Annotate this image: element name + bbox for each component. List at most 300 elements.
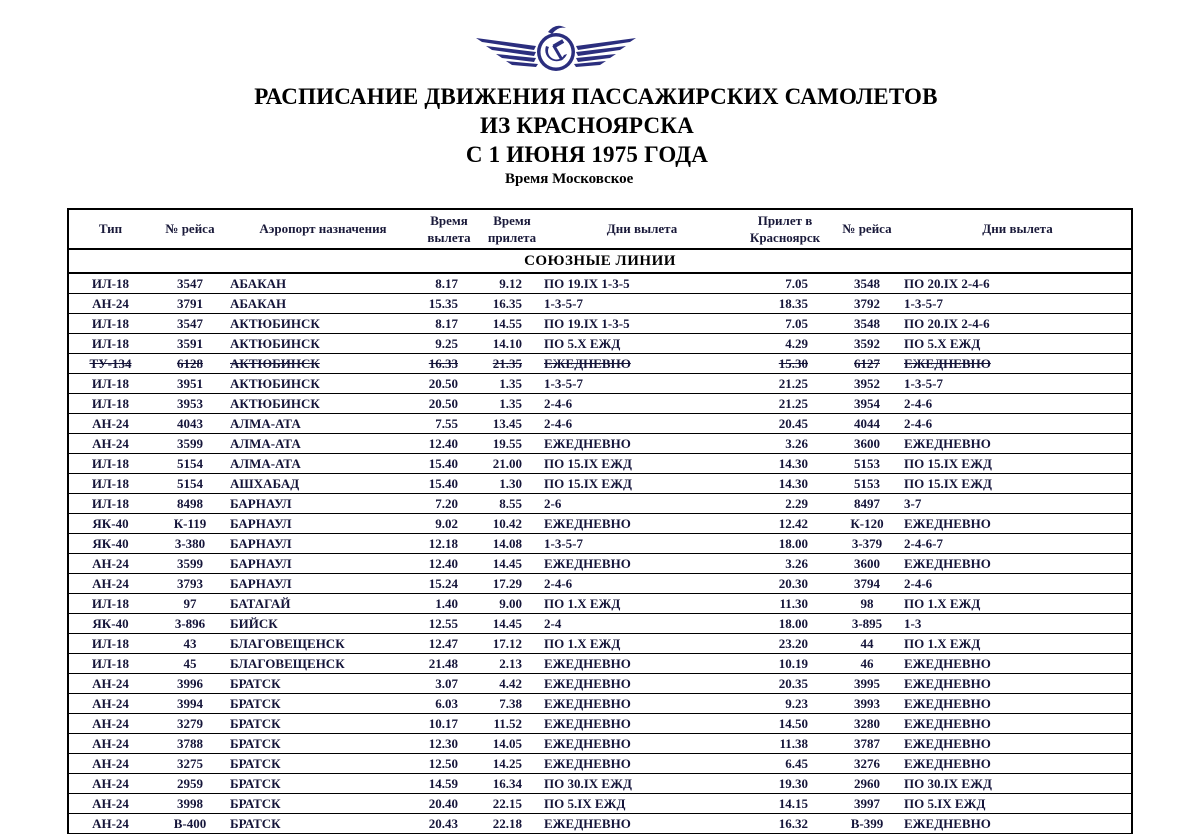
destination-cell: БРАТСК [228, 794, 418, 814]
arrival-time-cell: 9.12 [480, 273, 544, 294]
schedule-title-line-2: ИЗ КРАСНОЯРСКА [480, 113, 694, 138]
return-days-cell: ЕЖЕДНЕВНО [904, 754, 1132, 774]
return-days-cell: 2-4-6 [904, 394, 1132, 414]
departure-time-cell: 12.55 [418, 614, 480, 634]
aircraft-type-cell: АН-24 [68, 554, 152, 574]
arrival-krasnoyarsk-cell: 6.45 [740, 754, 830, 774]
return-days-cell: ПО 30.IX ЕЖД [904, 774, 1132, 794]
aircraft-type-cell: АН-24 [68, 294, 152, 314]
aircraft-type-cell: АН-24 [68, 694, 152, 714]
return-days-cell: ЕЖЕДНЕВНО [904, 734, 1132, 754]
arrival-krasnoyarsk-cell: 18.00 [740, 534, 830, 554]
header-departure-time-line1: Время [430, 213, 468, 228]
arrival-time-cell: 14.08 [480, 534, 544, 554]
arrival-time-cell: 13.45 [480, 414, 544, 434]
table-row [68, 514, 1132, 534]
arrival-time-cell: 14.45 [480, 614, 544, 634]
return-flight-number-cell: 3792 [830, 294, 904, 314]
section-title: СОЮЗНЫЕ ЛИНИИ [68, 249, 1132, 273]
arrival-krasnoyarsk-cell: 12.42 [740, 514, 830, 534]
arrival-time-cell: 14.10 [480, 334, 544, 354]
arrival-time-cell: 22.15 [480, 794, 544, 814]
arrival-time-cell: 16.35 [480, 294, 544, 314]
header-arrival-time-line2: прилета [487, 230, 537, 245]
return-flight-number-cell: 3276 [830, 754, 904, 774]
table-row [68, 334, 1132, 354]
table-row [68, 354, 1132, 374]
arrival-krasnoyarsk-cell: 16.32 [740, 814, 830, 834]
destination-cell: БЛАГОВЕЩЕНСК [228, 654, 418, 674]
header-flight-no: № рейса [152, 209, 228, 249]
departure-days-cell: ЕЖЕДНЕВНО [544, 814, 740, 834]
arrival-krasnoyarsk-cell: 11.30 [740, 594, 830, 614]
departure-time-cell: 20.50 [418, 374, 480, 394]
return-days-cell: ПО 5.X ЕЖД [904, 334, 1132, 354]
arrival-time-cell: 14.25 [480, 754, 544, 774]
return-days-cell: ЕЖЕДНЕВНО [904, 514, 1132, 534]
table-row [68, 314, 1132, 334]
departure-time-cell: 15.40 [418, 474, 480, 494]
departure-time-cell: 9.02 [418, 514, 480, 534]
return-days-cell: 1-3-5-7 [904, 294, 1132, 314]
table-row [68, 534, 1132, 554]
arrival-krasnoyarsk-cell: 3.26 [740, 434, 830, 454]
departure-time-cell: 7.55 [418, 414, 480, 434]
departure-days-cell: 2-4-6 [544, 394, 740, 414]
aircraft-type-cell: ИЛ-18 [68, 374, 152, 394]
arrival-krasnoyarsk-cell: 14.30 [740, 454, 830, 474]
arrival-krasnoyarsk-cell: 20.30 [740, 574, 830, 594]
aircraft-type-cell: АН-24 [68, 734, 152, 754]
return-days-cell: 1-3-5-7 [904, 374, 1132, 394]
destination-cell: БАРНАУЛ [228, 514, 418, 534]
return-flight-number-cell: 3600 [830, 554, 904, 574]
return-flight-number-cell: 3954 [830, 394, 904, 414]
table-row [68, 434, 1132, 454]
departure-time-cell: 14.59 [418, 774, 480, 794]
table-row [68, 273, 1132, 294]
departure-days-cell: 1-3-5-7 [544, 374, 740, 394]
table-row [68, 494, 1132, 514]
arrival-krasnoyarsk-cell: 23.20 [740, 634, 830, 654]
arrival-krasnoyarsk-cell: 14.50 [740, 714, 830, 734]
return-days-cell: ЕЖЕДНЕВНО [904, 674, 1132, 694]
return-days-cell: ПО 15.IX ЕЖД [904, 454, 1132, 474]
arrival-time-cell: 14.05 [480, 734, 544, 754]
destination-cell: АКТЮБИНСК [228, 334, 418, 354]
destination-cell: БРАТСК [228, 774, 418, 794]
return-days-cell: ЕЖЕДНЕВНО [904, 554, 1132, 574]
return-flight-number-cell: 3548 [830, 314, 904, 334]
return-flight-number-cell: 44 [830, 634, 904, 654]
destination-cell: АКТЮБИНСК [228, 394, 418, 414]
flight-number-cell: 3599 [152, 434, 228, 454]
return-days-cell: ЕЖЕДНЕВНО [904, 354, 1132, 374]
flight-number-cell: 3788 [152, 734, 228, 754]
time-zone-note: Время Московское [505, 171, 634, 187]
flight-number-cell: 2959 [152, 774, 228, 794]
schedule-title-line-1: РАСПИСАНИЕ ДВИЖЕНИЯ ПАССАЖИРСКИХ САМОЛЕТОВ [254, 84, 938, 109]
departure-days-cell: ПО 15.IX ЕЖД [544, 454, 740, 474]
arrival-time-cell: 21.35 [480, 354, 544, 374]
table-row [68, 654, 1132, 674]
flight-number-cell: В-400 [152, 814, 228, 834]
departure-time-cell: 12.47 [418, 634, 480, 654]
table-row [68, 474, 1132, 494]
flight-schedule-table [67, 208, 1133, 834]
departure-time-cell: 12.40 [418, 434, 480, 454]
flight-number-cell: 3599 [152, 554, 228, 574]
departure-time-cell: 8.17 [418, 314, 480, 334]
aircraft-type-cell: ИЛ-18 [68, 474, 152, 494]
return-days-cell: 1-3 [904, 614, 1132, 634]
table-row [68, 674, 1132, 694]
departure-time-cell: 12.30 [418, 734, 480, 754]
header-return-days: Дни вылета [904, 209, 1132, 249]
table-row [68, 574, 1132, 594]
flight-number-cell: К-119 [152, 514, 228, 534]
header-departure-time-line2: вылета [427, 230, 471, 245]
header-departure-days: Дни вылета [544, 209, 740, 249]
table-row [68, 694, 1132, 714]
aircraft-type-cell: ЯК-40 [68, 614, 152, 634]
arrival-krasnoyarsk-cell: 21.25 [740, 374, 830, 394]
arrival-time-cell: 10.42 [480, 514, 544, 534]
flight-number-cell: 3-896 [152, 614, 228, 634]
arrival-krasnoyarsk-cell: 3.26 [740, 554, 830, 574]
destination-cell: БРАТСК [228, 674, 418, 694]
return-days-cell: 2-4-6 [904, 414, 1132, 434]
destination-cell: БРАТСК [228, 714, 418, 734]
return-days-cell: ПО 20.IX 2-4-6 [904, 273, 1132, 294]
return-days-cell: ПО 15.IX ЕЖД [904, 474, 1132, 494]
aircraft-type-cell: ТУ-134 [68, 354, 152, 374]
arrival-time-cell: 1.35 [480, 374, 544, 394]
return-flight-number-cell: 3787 [830, 734, 904, 754]
aircraft-type-cell: ИЛ-18 [68, 494, 152, 514]
aircraft-type-cell: АН-24 [68, 714, 152, 734]
departure-days-cell: 2-4-6 [544, 414, 740, 434]
flight-number-cell: 5154 [152, 454, 228, 474]
table-row [68, 754, 1132, 774]
header-arrival-krasnoyarsk-line1: Прилет в [757, 213, 813, 228]
arrival-krasnoyarsk-cell: 4.29 [740, 334, 830, 354]
departure-time-cell: 6.03 [418, 694, 480, 714]
aircraft-type-cell: ИЛ-18 [68, 634, 152, 654]
flight-number-cell: 6128 [152, 354, 228, 374]
aircraft-type-cell: АН-24 [68, 574, 152, 594]
aircraft-type-cell: АН-24 [68, 754, 152, 774]
table-row [68, 774, 1132, 794]
return-days-cell: ПО 1.X ЕЖД [904, 634, 1132, 654]
table-row [68, 394, 1132, 414]
arrival-krasnoyarsk-cell: 14.15 [740, 794, 830, 814]
destination-cell: БАРНАУЛ [228, 554, 418, 574]
departure-time-cell: 12.50 [418, 754, 480, 774]
destination-cell: БАРНАУЛ [228, 574, 418, 594]
return-flight-number-cell: 2960 [830, 774, 904, 794]
return-flight-number-cell: 3-895 [830, 614, 904, 634]
return-flight-number-cell: 6127 [830, 354, 904, 374]
header-return-flight-no: № рейса [830, 209, 904, 249]
departure-days-cell: ПО 19.IX 1-3-5 [544, 273, 740, 294]
return-flight-number-cell: 5153 [830, 454, 904, 474]
arrival-time-cell: 1.35 [480, 394, 544, 414]
return-flight-number-cell: 98 [830, 594, 904, 614]
destination-cell: АШХАБАД [228, 474, 418, 494]
arrival-time-cell: 17.29 [480, 574, 544, 594]
arrival-krasnoyarsk-cell: 7.05 [740, 314, 830, 334]
aircraft-type-cell: АН-24 [68, 814, 152, 834]
return-flight-number-cell: 3592 [830, 334, 904, 354]
schedule-rows [68, 273, 1132, 834]
header-arrival-time-line1: Время [493, 213, 531, 228]
header-arrival-krasnoyarsk-line2: Красноярск [749, 230, 821, 245]
departure-time-cell: 21.48 [418, 654, 480, 674]
departure-days-cell: ЕЖЕДНЕВНО [544, 694, 740, 714]
table-header-row [68, 209, 1132, 249]
header-arrival-time [480, 209, 544, 249]
header-departure-time [418, 209, 480, 249]
departure-time-cell: 12.18 [418, 534, 480, 554]
header-arrival-krasnoyarsk [740, 209, 830, 249]
aircraft-type-cell: АН-24 [68, 434, 152, 454]
aircraft-type-cell: АН-24 [68, 774, 152, 794]
flight-number-cell: 8498 [152, 494, 228, 514]
arrival-time-cell: 21.00 [480, 454, 544, 474]
table-row [68, 374, 1132, 394]
destination-cell: БРАТСК [228, 814, 418, 834]
flight-number-cell: 45 [152, 654, 228, 674]
destination-cell: АБАКАН [228, 273, 418, 294]
table-row [68, 814, 1132, 834]
arrival-time-cell: 1.30 [480, 474, 544, 494]
arrival-krasnoyarsk-cell: 14.30 [740, 474, 830, 494]
arrival-time-cell: 7.38 [480, 694, 544, 714]
destination-cell: БРАТСК [228, 694, 418, 714]
flight-number-cell: 3996 [152, 674, 228, 694]
return-flight-number-cell: 3280 [830, 714, 904, 734]
arrival-krasnoyarsk-cell: 18.00 [740, 614, 830, 634]
return-flight-number-cell: 3794 [830, 574, 904, 594]
departure-days-cell: ПО 15.IX ЕЖД [544, 474, 740, 494]
departure-days-cell: ПО 30.IX ЕЖД [544, 774, 740, 794]
return-flight-number-cell: 46 [830, 654, 904, 674]
flight-number-cell: 5154 [152, 474, 228, 494]
departure-days-cell: ПО 19.IX 1-3-5 [544, 314, 740, 334]
flight-number-cell: 3953 [152, 394, 228, 414]
return-flight-number-cell: 3600 [830, 434, 904, 454]
departure-days-cell: 2-6 [544, 494, 740, 514]
departure-days-cell: ПО 5.IX ЕЖД [544, 794, 740, 814]
departure-time-cell: 15.40 [418, 454, 480, 474]
table-row [68, 734, 1132, 754]
return-days-cell: ПО 20.IX 2-4-6 [904, 314, 1132, 334]
flight-number-cell: 3279 [152, 714, 228, 734]
return-flight-number-cell: 4044 [830, 414, 904, 434]
destination-cell: АКТЮБИНСК [228, 374, 418, 394]
arrival-krasnoyarsk-cell: 10.19 [740, 654, 830, 674]
departure-time-cell: 7.20 [418, 494, 480, 514]
return-days-cell: ЕЖЕДНЕВНО [904, 654, 1132, 674]
aircraft-type-cell: ИЛ-18 [68, 594, 152, 614]
return-days-cell: 2-4-6 [904, 574, 1132, 594]
arrival-krasnoyarsk-cell: 9.23 [740, 694, 830, 714]
departure-days-cell: ПО 5.X ЕЖД [544, 334, 740, 354]
header-destination: Аэропорт назначения [228, 209, 418, 249]
departure-time-cell: 3.07 [418, 674, 480, 694]
aircraft-type-cell: ИЛ-18 [68, 314, 152, 334]
departure-days-cell: ЕЖЕДНЕВНО [544, 354, 740, 374]
flight-number-cell: 97 [152, 594, 228, 614]
flight-number-cell: 3-380 [152, 534, 228, 554]
return-flight-number-cell: 3995 [830, 674, 904, 694]
table-row [68, 634, 1132, 654]
arrival-time-cell: 11.52 [480, 714, 544, 734]
arrival-krasnoyarsk-cell: 20.45 [740, 414, 830, 434]
arrival-time-cell: 8.55 [480, 494, 544, 514]
departure-days-cell: ПО 1.X ЕЖД [544, 594, 740, 614]
destination-cell: БАРНАУЛ [228, 534, 418, 554]
destination-cell: АЛМА-АТА [228, 454, 418, 474]
return-flight-number-cell: 5153 [830, 474, 904, 494]
return-flight-number-cell: 3952 [830, 374, 904, 394]
departure-days-cell: ЕЖЕДНЕВНО [544, 434, 740, 454]
destination-cell: АБАКАН [228, 294, 418, 314]
destination-cell: АЛМА-АТА [228, 414, 418, 434]
arrival-time-cell: 4.42 [480, 674, 544, 694]
flight-number-cell: 3951 [152, 374, 228, 394]
departure-time-cell: 10.17 [418, 714, 480, 734]
table-row [68, 554, 1132, 574]
arrival-krasnoyarsk-cell: 11.38 [740, 734, 830, 754]
departure-days-cell: ЕЖЕДНЕВНО [544, 514, 740, 534]
return-flight-number-cell: 3993 [830, 694, 904, 714]
header-type: Тип [68, 209, 152, 249]
arrival-time-cell: 14.55 [480, 314, 544, 334]
table-row [68, 294, 1132, 314]
return-flight-number-cell: 3548 [830, 273, 904, 294]
arrival-time-cell: 2.13 [480, 654, 544, 674]
arrival-time-cell: 22.18 [480, 814, 544, 834]
departure-days-cell: ЕЖЕДНЕВНО [544, 754, 740, 774]
aircraft-type-cell: АН-24 [68, 414, 152, 434]
departure-days-cell: 1-3-5-7 [544, 294, 740, 314]
return-days-cell: ПО 1.X ЕЖД [904, 594, 1132, 614]
destination-cell: БИЙСК [228, 614, 418, 634]
table-row [68, 454, 1132, 474]
aircraft-type-cell: ИЛ-18 [68, 454, 152, 474]
arrival-time-cell: 9.00 [480, 594, 544, 614]
destination-cell: БРАТСК [228, 754, 418, 774]
departure-time-cell: 20.43 [418, 814, 480, 834]
destination-cell: БАРНАУЛ [228, 494, 418, 514]
return-days-cell: ПО 5.IX ЕЖД [904, 794, 1132, 814]
aircraft-type-cell: АН-24 [68, 794, 152, 814]
table-row [68, 594, 1132, 614]
flight-number-cell: 3998 [152, 794, 228, 814]
return-days-cell: 3-7 [904, 494, 1132, 514]
table-row [68, 794, 1132, 814]
return-days-cell: 2-4-6-7 [904, 534, 1132, 554]
departure-time-cell: 20.50 [418, 394, 480, 414]
departure-time-cell: 15.24 [418, 574, 480, 594]
destination-cell: АКТЮБИНСК [228, 354, 418, 374]
return-flight-number-cell: 3-379 [830, 534, 904, 554]
return-flight-number-cell: В-399 [830, 814, 904, 834]
departure-days-cell: ЕЖЕДНЕВНО [544, 674, 740, 694]
destination-cell: БРАТСК [228, 734, 418, 754]
aircraft-type-cell: ИЛ-18 [68, 273, 152, 294]
flight-number-cell: 3591 [152, 334, 228, 354]
table-row [68, 614, 1132, 634]
arrival-krasnoyarsk-cell: 19.30 [740, 774, 830, 794]
departure-days-cell: 2-4 [544, 614, 740, 634]
departure-days-cell: ПО 1.X ЕЖД [544, 634, 740, 654]
return-days-cell: ЕЖЕДНЕВНО [904, 714, 1132, 734]
aircraft-type-cell: ИЛ-18 [68, 334, 152, 354]
table-row [68, 414, 1132, 434]
destination-cell: БАТАГАЙ [228, 594, 418, 614]
flight-number-cell: 3994 [152, 694, 228, 714]
departure-time-cell: 9.25 [418, 334, 480, 354]
arrival-krasnoyarsk-cell: 21.25 [740, 394, 830, 414]
aircraft-type-cell: ЯК-40 [68, 514, 152, 534]
departure-days-cell: ЕЖЕДНЕВНО [544, 654, 740, 674]
aircraft-type-cell: ИЛ-18 [68, 394, 152, 414]
arrival-krasnoyarsk-cell: 18.35 [740, 294, 830, 314]
arrival-time-cell: 17.12 [480, 634, 544, 654]
departure-days-cell: 1-3-5-7 [544, 534, 740, 554]
departure-time-cell: 1.40 [418, 594, 480, 614]
section-row [68, 249, 1132, 273]
departure-time-cell: 16.33 [418, 354, 480, 374]
arrival-krasnoyarsk-cell: 20.35 [740, 674, 830, 694]
flight-number-cell: 3547 [152, 273, 228, 294]
arrival-time-cell: 16.34 [480, 774, 544, 794]
schedule-title-line-3: С 1 ИЮНЯ 1975 ГОДА [465, 142, 709, 167]
flight-number-cell: 3793 [152, 574, 228, 594]
flight-number-cell: 4043 [152, 414, 228, 434]
return-days-cell: ЕЖЕДНЕВНО [904, 434, 1132, 454]
destination-cell: АКТЮБИНСК [228, 314, 418, 334]
aeroflot-wings-logo [474, 22, 638, 78]
arrival-krasnoyarsk-cell: 2.29 [740, 494, 830, 514]
departure-days-cell: ЕЖЕДНЕВНО [544, 554, 740, 574]
aircraft-type-cell: ИЛ-18 [68, 654, 152, 674]
departure-days-cell: 2-4-6 [544, 574, 740, 594]
flight-number-cell: 3275 [152, 754, 228, 774]
departure-days-cell: ЕЖЕДНЕВНО [544, 714, 740, 734]
return-days-cell: ЕЖЕДНЕВНО [904, 814, 1132, 834]
return-flight-number-cell: 3997 [830, 794, 904, 814]
arrival-time-cell: 19.55 [480, 434, 544, 454]
return-flight-number-cell: К-120 [830, 514, 904, 534]
arrival-time-cell: 14.45 [480, 554, 544, 574]
departure-days-cell: ЕЖЕДНЕВНО [544, 734, 740, 754]
flight-number-cell: 3791 [152, 294, 228, 314]
arrival-krasnoyarsk-cell: 15.30 [740, 354, 830, 374]
destination-cell: АЛМА-АТА [228, 434, 418, 454]
return-flight-number-cell: 8497 [830, 494, 904, 514]
destination-cell: БЛАГОВЕЩЕНСК [228, 634, 418, 654]
arrival-krasnoyarsk-cell: 7.05 [740, 273, 830, 294]
departure-time-cell: 8.17 [418, 273, 480, 294]
departure-time-cell: 15.35 [418, 294, 480, 314]
aircraft-type-cell: АН-24 [68, 674, 152, 694]
return-days-cell: ЕЖЕДНЕВНО [904, 694, 1132, 714]
departure-time-cell: 12.40 [418, 554, 480, 574]
